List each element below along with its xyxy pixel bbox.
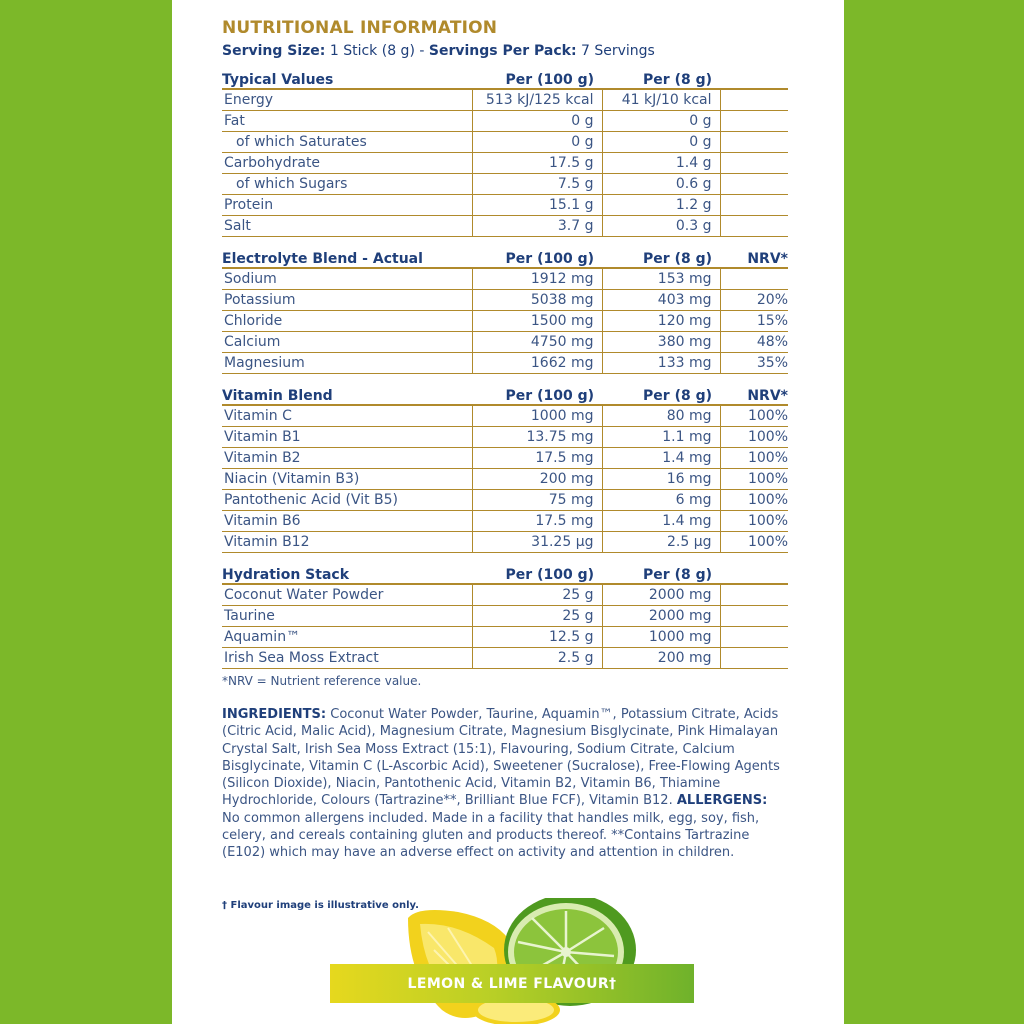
per-100g-value: 3.7 g (472, 216, 602, 237)
vitamin-table (222, 383, 788, 553)
table-row (222, 174, 788, 195)
col-header: Per (8 g) (602, 246, 720, 268)
col-header: Per (8 g) (602, 67, 720, 89)
nutrient-name: Aquamin™ (222, 627, 472, 648)
per-100g-value: 513 kJ/125 kcal (472, 89, 602, 111)
per-8g-value: 0 g (602, 132, 720, 153)
table-row (222, 469, 788, 490)
per-100g-value: 25 g (472, 584, 602, 606)
nrv-value: 100% (720, 490, 788, 511)
col-header: Per (8 g) (602, 383, 720, 405)
page-title: NUTRITIONAL INFORMATION (222, 18, 498, 38)
table-row (222, 268, 788, 290)
nrv-value: 15% (720, 311, 788, 332)
table-row (222, 490, 788, 511)
empty-cell (720, 132, 788, 153)
col-header: Per (100 g) (472, 246, 602, 268)
per-8g-value: 153 mg (602, 268, 720, 290)
table-row (222, 606, 788, 627)
per-8g-value: 403 mg (602, 290, 720, 311)
flavour-footnote: † Flavour image is illustrative only. (222, 900, 419, 911)
col-header: Per (8 g) (602, 562, 720, 584)
per-8g-value: 200 mg (602, 648, 720, 669)
nrv-value: 100% (720, 511, 788, 532)
servings-per-pack-label: Servings Per Pack: (428, 43, 577, 59)
per-100g-value: 1000 mg (472, 405, 602, 427)
per-100g-value: 4750 mg (472, 332, 602, 353)
col-header: Per (100 g) (472, 383, 602, 405)
hydration-table (222, 562, 788, 669)
col-header-empty (720, 562, 788, 584)
serving-size-label: Serving Size: (222, 43, 326, 59)
nrv-value: 35% (720, 353, 788, 374)
table-row (222, 332, 788, 353)
nutrient-name: Salt (222, 216, 472, 237)
per-100g-value: 1912 mg (472, 268, 602, 290)
table-row (222, 427, 788, 448)
empty-cell (720, 216, 788, 237)
table-row (222, 584, 788, 606)
nutrient-name: Energy (222, 89, 472, 111)
per-8g-value: 1.4 g (602, 153, 720, 174)
nutrient-name: Coconut Water Powder (222, 584, 472, 606)
per-100g-value: 200 mg (472, 469, 602, 490)
per-8g-value: 0.6 g (602, 174, 720, 195)
table-row (222, 89, 788, 111)
per-8g-value: 0 g (602, 111, 720, 132)
nrv-value (720, 268, 788, 290)
per-8g-value: 0.3 g (602, 216, 720, 237)
per-100g-value: 0 g (472, 111, 602, 132)
nutrient-name: Sodium (222, 268, 472, 290)
serving-size-value: 1 Stick (8 g) - (325, 43, 429, 59)
typical-values-body (222, 89, 788, 237)
per-100g-value: 17.5 mg (472, 448, 602, 469)
col-header: Hydration Stack (222, 562, 472, 584)
table-row (222, 290, 788, 311)
per-8g-value: 1.2 g (602, 195, 720, 216)
per-8g-value: 1.4 mg (602, 448, 720, 469)
per-100g-value: 2.5 g (472, 648, 602, 669)
per-100g-value: 75 mg (472, 490, 602, 511)
servings-per-pack-value: 7 Servings (576, 43, 655, 59)
per-100g-value: 17.5 g (472, 153, 602, 174)
nutrient-name: Potassium (222, 290, 472, 311)
empty-cell (720, 174, 788, 195)
lemon-lime-image (398, 898, 648, 1024)
table-row (222, 153, 788, 174)
nutrient-name: Vitamin B6 (222, 511, 472, 532)
col-header: Electrolyte Blend - Actual (222, 246, 472, 268)
nrv-value: 100% (720, 448, 788, 469)
per-100g-value: 17.5 mg (472, 511, 602, 532)
col-header-empty (720, 67, 788, 89)
nutrient-name: Carbohydrate (222, 153, 472, 174)
nutrient-name: Protein (222, 195, 472, 216)
per-8g-value: 380 mg (602, 332, 720, 353)
empty-cell (720, 627, 788, 648)
per-8g-value: 2.5 µg (602, 532, 720, 553)
nrv-value: 100% (720, 405, 788, 427)
nutrition-content (222, 18, 788, 862)
table-row (222, 353, 788, 374)
nutrient-name: Vitamin C (222, 405, 472, 427)
table-row (222, 405, 788, 427)
nutrient-name: Irish Sea Moss Extract (222, 648, 472, 669)
table-row (222, 648, 788, 669)
nutrient-name: Fat (222, 111, 472, 132)
per-8g-value: 120 mg (602, 311, 720, 332)
per-8g-value: 41 kJ/10 kcal (602, 89, 720, 111)
per-8g-value: 133 mg (602, 353, 720, 374)
per-8g-value: 1.4 mg (602, 511, 720, 532)
nutrient-name: Taurine (222, 606, 472, 627)
per-100g-value: 15.1 g (472, 195, 602, 216)
table-row (222, 448, 788, 469)
nrv-value: 20% (720, 290, 788, 311)
per-100g-value: 13.75 mg (472, 427, 602, 448)
vitamin-body (222, 405, 788, 553)
table-row (222, 311, 788, 332)
col-header: Vitamin Blend (222, 383, 472, 405)
per-8g-value: 2000 mg (602, 606, 720, 627)
table-row (222, 216, 788, 237)
per-100g-value: 1500 mg (472, 311, 602, 332)
per-100g-value: 5038 mg (472, 290, 602, 311)
empty-cell (720, 89, 788, 111)
nutrient-name: Magnesium (222, 353, 472, 374)
per-8g-value: 80 mg (602, 405, 720, 427)
per-100g-value: 12.5 g (472, 627, 602, 648)
ingredients-label: INGREDIENTS: (222, 707, 327, 722)
per-8g-value: 2000 mg (602, 584, 720, 606)
table-row (222, 511, 788, 532)
per-100g-value: 1662 mg (472, 353, 602, 374)
ingredients-list: Coconut Water Powder, Taurine, Aquamin™, Potassium Citrate, Acids (Citric Acid, Malic Acid), Magnesium Citrate, Magnesium Bisglycinate, Pink Himalayan Crystal Salt, Irish Sea Moss Extract (15:1), Flavouring, Sodium Citrate, Calcium Bisglycinate, Vitamin C (L-Ascorbic Acid), Sweetener (Sucralose), Free-Flowing Agents (Silicon Dioxide), Niacin, Pantothenic Acid, Vitamin B2, Vitamin B6, Thiamine Hydrochloride, Colours (Tartrazine**, Brilliant Blue FCF), Vitamin B12. (222, 707, 780, 809)
per-100g-value: 31.25 µg (472, 532, 602, 553)
nutrient-name: Vitamin B1 (222, 427, 472, 448)
table-row (222, 195, 788, 216)
nutrient-name: of which Sugars (222, 174, 472, 195)
allergens-label: ALLERGENS: (676, 793, 768, 809)
nrv-value: 100% (720, 469, 788, 490)
empty-cell (720, 153, 788, 174)
nrv-footnote: *NRV = Nutrient reference value. (222, 674, 422, 688)
empty-cell (720, 584, 788, 606)
per-8g-value: 6 mg (602, 490, 720, 511)
serving-info (222, 43, 788, 63)
flavour-banner: LEMON & LIME FLAVOUR† (330, 964, 694, 1003)
empty-cell (720, 606, 788, 627)
nutrition-panel (172, 0, 844, 1024)
per-100g-value: 7.5 g (472, 174, 602, 195)
table-row (222, 111, 788, 132)
table-row (222, 132, 788, 153)
col-header: Per (100 g) (472, 67, 602, 89)
table-row (222, 532, 788, 553)
per-100g-value: 0 g (472, 132, 602, 153)
nrv-value: 100% (720, 532, 788, 553)
per-8g-value: 1000 mg (602, 627, 720, 648)
per-8g-value: 16 mg (602, 469, 720, 490)
col-header: Per (100 g) (472, 562, 602, 584)
empty-cell (720, 195, 788, 216)
nutrient-name: Calcium (222, 332, 472, 353)
col-header: NRV* (720, 383, 788, 405)
nrv-value: 48% (720, 332, 788, 353)
typical-values-table (222, 67, 788, 237)
nutrient-name: Niacin (Vitamin B3) (222, 469, 472, 490)
col-header: Typical Values (222, 67, 472, 89)
empty-cell (720, 111, 788, 132)
nutrient-name: of which Saturates (222, 132, 472, 153)
col-header: NRV* (720, 246, 788, 268)
nutrient-name: Vitamin B2 (222, 448, 472, 469)
table-row (222, 627, 788, 648)
per-100g-value: 25 g (472, 606, 602, 627)
nutrient-name: Chloride (222, 311, 472, 332)
per-8g-value: 1.1 mg (602, 427, 720, 448)
empty-cell (720, 648, 788, 669)
ingredients-text (222, 706, 788, 862)
nutrient-name: Vitamin B12 (222, 532, 472, 553)
nutrient-name: Pantothenic Acid (Vit B5) (222, 490, 472, 511)
allergens-text: No common allergens included. Made in a facility that handles milk, egg, soy, fish, celery, and cereals containing gluten and products thereof. **Contains Tartrazine (E102) which may have an adverse effect on activity and attention in children. (222, 810, 760, 861)
nrv-value: 100% (720, 427, 788, 448)
hydration-body (222, 584, 788, 669)
electrolyte-table (222, 246, 788, 374)
electrolyte-body (222, 268, 788, 374)
